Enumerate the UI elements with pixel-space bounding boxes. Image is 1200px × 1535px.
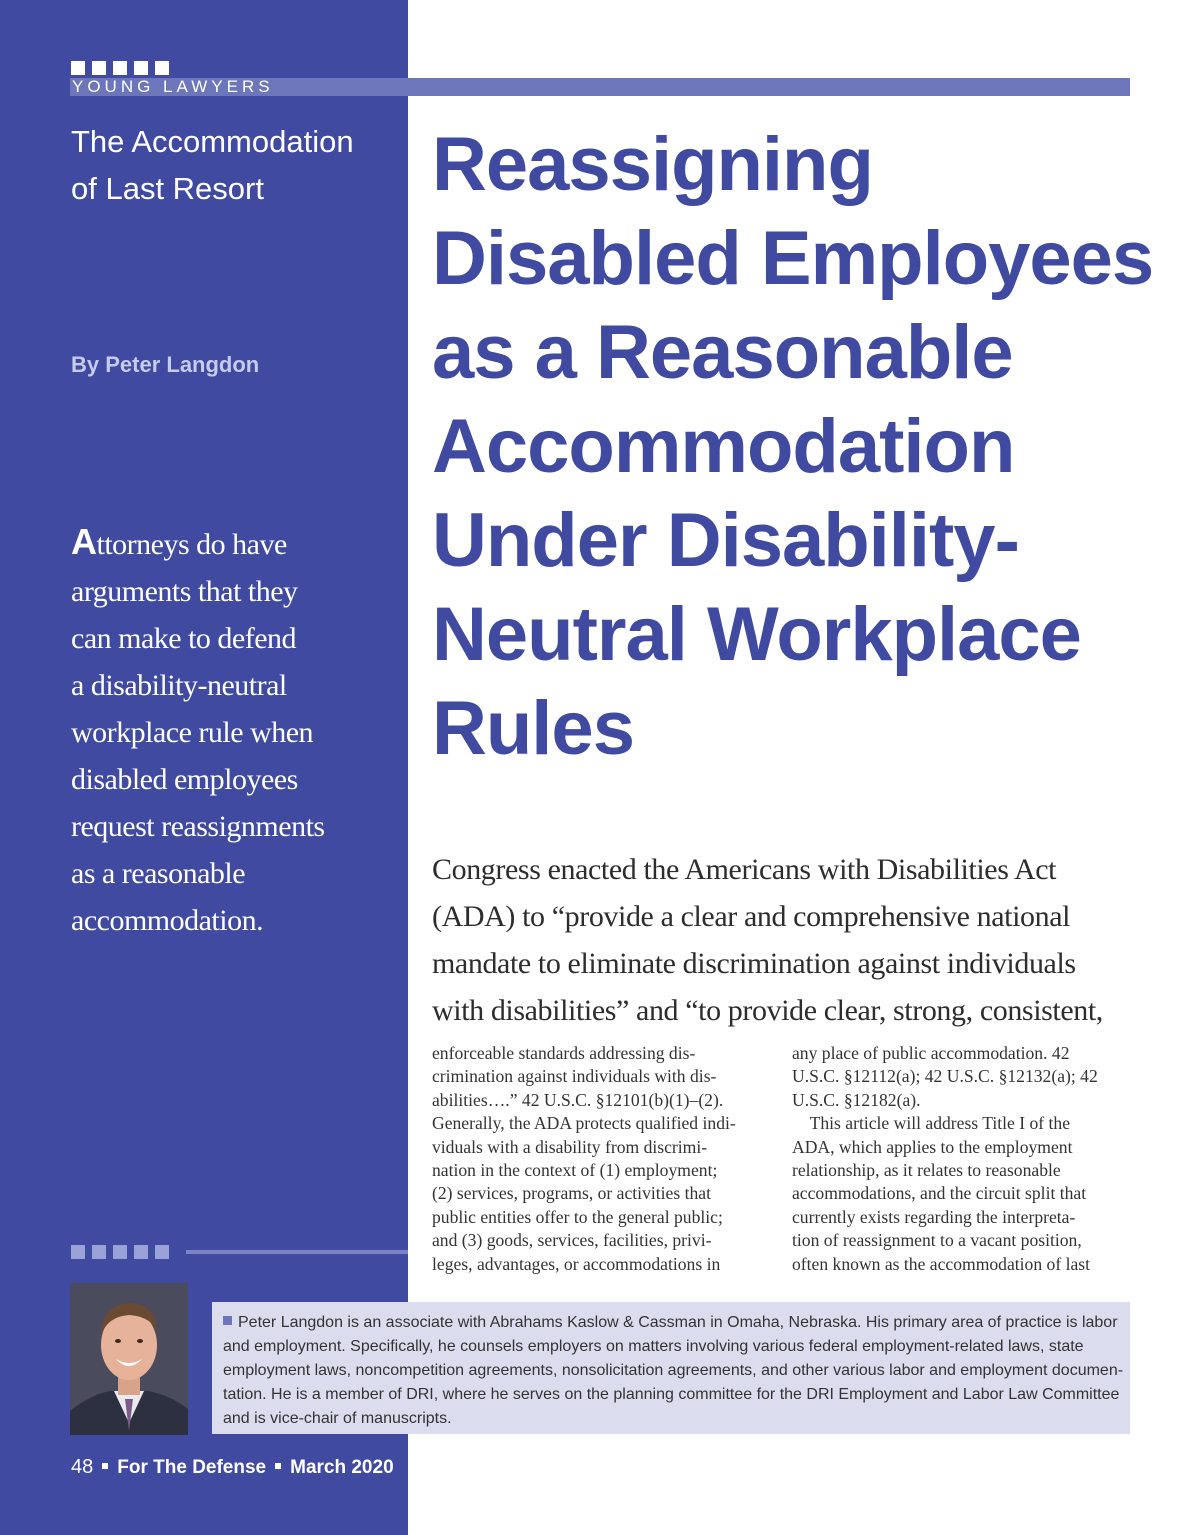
article-kicker bbox=[71, 118, 391, 212]
body-line: viduals with a disability from discrimi- bbox=[432, 1136, 708, 1157]
bullet-square-icon bbox=[223, 1316, 232, 1325]
body-line: ADA, which applies to the employment bbox=[792, 1136, 1073, 1157]
pull-quote-line: a disability-neutral bbox=[71, 669, 287, 702]
bio-line: and is vice-chair of manuscripts. bbox=[223, 1410, 452, 1427]
bio-rule bbox=[186, 1250, 408, 1254]
pull-quote-line: request reassignments bbox=[71, 810, 325, 843]
body-line: often known as the accommodation of last bbox=[792, 1253, 1091, 1274]
title-line: Neutral Workplace bbox=[432, 592, 1081, 677]
body-line: (2) services, programs, or activities that bbox=[432, 1183, 711, 1204]
issue-date: March 2020 bbox=[290, 1457, 394, 1478]
lead-line: with disabilities” and “to provide clear, strong, consistent, bbox=[432, 994, 1103, 1027]
pull-quote-line: accommodation. bbox=[71, 904, 264, 937]
body-line: and (3) goods, services, facilities, privi- bbox=[432, 1230, 712, 1251]
title-line: Accommodation bbox=[432, 404, 1015, 489]
bio-line: Peter Langdon is an associate with Abrahams Kaslow & Cassman in Omaha, Nebraska. His primary area of practice is labor bbox=[238, 1314, 1118, 1331]
title-line: as a Reasonable bbox=[432, 310, 1013, 395]
title-line: Rules bbox=[432, 686, 634, 771]
author-photo bbox=[70, 1283, 188, 1435]
body-line: public entities offer to the general public; bbox=[432, 1206, 723, 1227]
pull-quote-line: as a reasonable bbox=[71, 857, 246, 890]
bio-line: tation. He is a member of DRI, where he serves on the planning committee for the DRI Employment and Labor Law Committee bbox=[223, 1386, 1120, 1403]
page-number: 48 bbox=[71, 1456, 94, 1478]
separator-dot bbox=[275, 1463, 281, 1469]
drop-cap: A bbox=[71, 521, 97, 562]
lead-line: Congress enacted the Americans with Disabilities Act bbox=[432, 853, 1057, 886]
pull-quote-line: workplace rule when bbox=[71, 716, 314, 749]
lead-line: (ADA) to “provide a clear and comprehensive national bbox=[432, 900, 1071, 933]
lead-paragraph bbox=[432, 846, 1132, 1034]
pull-quote bbox=[71, 518, 371, 944]
kicker-line: of Last Resort bbox=[71, 171, 264, 206]
body-line: enforceable standards addressing dis- bbox=[432, 1043, 696, 1063]
body-line: leges, advantages, or accommodations in bbox=[432, 1253, 721, 1274]
title-line: Under Disability- bbox=[432, 498, 1019, 583]
body-column-left bbox=[432, 1042, 770, 1276]
body-column-right bbox=[792, 1042, 1130, 1276]
publication-name: For The Defense bbox=[117, 1457, 267, 1478]
pull-quote-line: disabled employees bbox=[71, 763, 298, 796]
body-line: relationship, as it relates to reasonable bbox=[792, 1160, 1061, 1181]
title-line: Disabled Employees bbox=[432, 216, 1154, 301]
author-bio bbox=[212, 1302, 1130, 1434]
lead-line: mandate to eliminate discrimination against individuals bbox=[432, 947, 1076, 980]
pull-quote-line: arguments that they bbox=[71, 575, 298, 608]
body-line: This article will address Title I of the bbox=[792, 1113, 1071, 1134]
body-line: any place of public accommodation. 42 bbox=[792, 1043, 1070, 1063]
body-line: U.S.C. §12182(a). bbox=[792, 1089, 921, 1110]
section-label: YOUNG LAWYERS bbox=[72, 77, 274, 96]
section-squares bbox=[71, 61, 169, 75]
pull-quote-line: can make to defend bbox=[71, 622, 297, 655]
body-line: currently exists regarding the interpreta- bbox=[792, 1206, 1076, 1227]
bio-line: employment laws, noncompetition agreements, nonsolicitation agreements, and other various labor and employment documen- bbox=[223, 1362, 1124, 1379]
page-footer bbox=[71, 1456, 394, 1479]
body-line: crimination against individuals with dis- bbox=[432, 1066, 717, 1087]
body-line: nation in the context of (1) employment; bbox=[432, 1160, 718, 1181]
bio-line: and employment. Specifically, he counsels employers on matters involving various federal employment-related laws, state bbox=[223, 1338, 1084, 1355]
body-line: abilities….” 42 U.S.C. §12101(b)(1)–(2). bbox=[432, 1089, 724, 1110]
separator-dot bbox=[102, 1463, 108, 1469]
body-line: Generally, the ADA protects qualified indi- bbox=[432, 1113, 736, 1134]
body-line: accommodations, and the circuit split that bbox=[792, 1183, 1087, 1204]
body-line: tion of reassignment to a vacant position, bbox=[792, 1230, 1082, 1251]
article-title bbox=[432, 118, 1172, 776]
bio-squares bbox=[71, 1245, 169, 1259]
body-line: U.S.C. §12112(a); 42 U.S.C. §12132(a); 42 bbox=[792, 1066, 1098, 1087]
kicker-line: The Accommodation bbox=[71, 124, 354, 159]
title-line: Reassigning bbox=[432, 122, 873, 207]
byline: By Peter Langdon bbox=[71, 352, 260, 377]
pull-quote-line: ttorneys do have bbox=[96, 528, 287, 561]
